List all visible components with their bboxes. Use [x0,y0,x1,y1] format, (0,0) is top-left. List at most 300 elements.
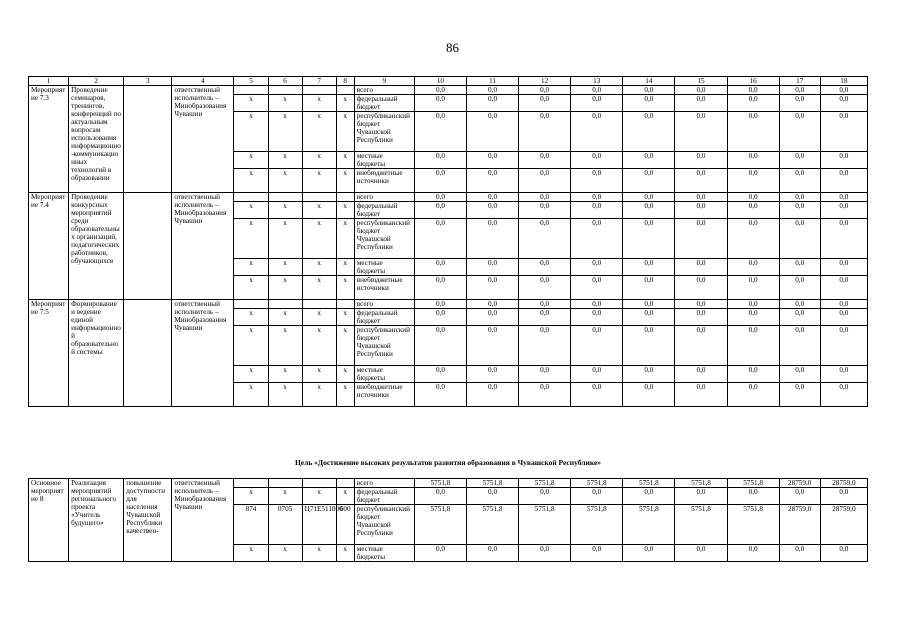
value-cell: 0,0 [519,309,571,326]
value-cell: 5751,8 [414,505,466,545]
value-cell: 0,0 [571,259,623,276]
value-cell: 0,0 [571,169,623,193]
value-cell: 0,0 [414,112,466,152]
code-cell [336,86,354,95]
value-cell: 0,0 [414,545,466,562]
value-cell: 0,0 [571,383,623,407]
value-cell: 0,0 [519,326,571,366]
value-cell: 0,0 [623,202,675,219]
value-cell: 5751,8 [466,479,518,488]
value-cell: 0,0 [571,193,623,202]
code-cell: x [268,276,302,300]
value-cell: 0,0 [414,169,466,193]
measure-code: Мероприятие 7.5 [29,300,69,407]
value-cell: 0,0 [623,309,675,326]
value-cell: 0,0 [571,300,623,309]
value-cell: 0,0 [623,383,675,407]
goal-heading: Цель «Достижение высоких результатов развития образования в Чувашской Республике» [294,458,602,467]
funding-source: всего [354,300,414,309]
value-cell: 0,0 [675,300,727,309]
value-cell: 0,0 [820,219,867,259]
target-indicator [124,193,172,300]
code-cell [336,300,354,309]
measure-code: Мероприятие 7.4 [29,193,69,300]
code-cell: x [268,326,302,366]
code-cell: x [336,309,354,326]
value-cell: 0,0 [571,86,623,95]
code-cell: x [336,545,354,562]
code-cell: x [302,112,336,152]
value-cell: 0,0 [519,276,571,300]
funding-source: федеральный бюджет [354,202,414,219]
participant: ответственный исполнитель – Минобразования Чувашии [172,300,234,407]
value-cell: 0,0 [820,86,867,95]
code-cell: x [302,95,336,112]
target-indicator: повышение доступности для населения Чувашской Республики качествен- [124,479,172,562]
value-cell: 0,0 [727,383,779,407]
column-header: 11 [466,77,518,86]
value-cell: 0,0 [675,545,727,562]
main-event-name: Реализация мероприятий регионального проекта «Учитель будущего» [69,479,124,562]
value-cell: 0,0 [820,202,867,219]
measure-name: Проведение семинаров, тренингов, конференций по актуальным вопросам использования информационно-коммуникационных технологий в образовании [69,86,124,193]
main-event-table [28,478,868,562]
value-cell: 0,0 [466,95,518,112]
funding-source: федеральный бюджет [354,488,414,505]
value-cell: 28759,0 [779,505,820,545]
code-cell: x [336,366,354,383]
code-cell: 0705 [268,505,302,545]
value-cell: 5751,8 [466,505,518,545]
value-cell: 0,0 [466,86,518,95]
code-cell: x [336,152,354,169]
code-cell [336,479,354,488]
value-cell: 0,0 [623,112,675,152]
value-cell: 0,0 [779,383,820,407]
value-cell: 0,0 [675,112,727,152]
measures-table [28,76,868,407]
code-cell: x [234,95,268,112]
code-cell: x [336,95,354,112]
funding-source: всего [354,479,414,488]
value-cell: 0,0 [675,276,727,300]
value-cell: 0,0 [820,300,867,309]
code-cell: x [336,219,354,259]
value-cell: 0,0 [623,152,675,169]
code-cell: x [302,488,336,505]
value-cell: 0,0 [779,326,820,366]
column-header: 9 [354,77,414,86]
code-cell [234,479,268,488]
value-cell: 0,0 [779,95,820,112]
value-cell: 0,0 [571,276,623,300]
value-cell: 0,0 [675,169,727,193]
value-cell: 0,0 [414,259,466,276]
value-cell: 0,0 [675,86,727,95]
value-cell: 0,0 [727,193,779,202]
value-cell: 0,0 [466,488,518,505]
value-cell: 0,0 [519,383,571,407]
funding-source: всего [354,193,414,202]
column-header: 16 [727,77,779,86]
code-cell: x [268,259,302,276]
code-cell: x [234,276,268,300]
value-cell: 28759,0 [820,505,867,545]
value-cell: 0,0 [820,193,867,202]
value-cell: 0,0 [779,300,820,309]
value-cell: 0,0 [519,259,571,276]
value-cell: 0,0 [779,112,820,152]
value-cell: 0,0 [466,326,518,366]
value-cell: 0,0 [414,383,466,407]
value-cell: 0,0 [727,86,779,95]
value-cell: 0,0 [779,86,820,95]
value-cell: 0,0 [414,366,466,383]
value-cell: 0,0 [779,193,820,202]
code-cell: x [268,202,302,219]
value-cell: 0,0 [675,383,727,407]
value-cell: 0,0 [675,366,727,383]
value-cell: 0,0 [820,488,867,505]
code-cell: x [234,202,268,219]
code-cell: x [336,169,354,193]
value-cell: 0,0 [727,169,779,193]
code-cell: x [302,276,336,300]
value-cell: 0,0 [571,366,623,383]
code-cell [302,86,336,95]
value-cell: 0,0 [466,202,518,219]
funding-source: внебюджетные источники [354,169,414,193]
participant: ответственный исполнитель – Минобразования Чувашии [172,86,234,193]
code-cell: x [268,169,302,193]
column-header: 15 [675,77,727,86]
code-cell: 874 [234,505,268,545]
value-cell: 0,0 [466,309,518,326]
value-cell: 0,0 [571,545,623,562]
value-cell: 0,0 [820,152,867,169]
table-row [29,193,868,202]
table-row [29,479,868,488]
code-cell: x [268,95,302,112]
funding-source: республиканский бюджет Чувашской Республики [354,219,414,259]
value-cell: 0,0 [623,276,675,300]
code-cell: x [268,309,302,326]
value-cell: 0,0 [414,219,466,259]
value-cell: 0,0 [675,488,727,505]
value-cell: 0,0 [779,545,820,562]
code-cell: x [234,383,268,407]
value-cell: 0,0 [779,366,820,383]
value-cell: 5751,8 [571,505,623,545]
value-cell: 0,0 [623,545,675,562]
value-cell: 0,0 [466,219,518,259]
header-row [29,77,868,86]
value-cell: 0,0 [820,259,867,276]
value-cell: 5751,8 [727,479,779,488]
funding-source: республиканский бюджет Чувашской Республики [354,112,414,152]
code-cell [268,86,302,95]
code-cell: x [234,169,268,193]
code-cell: x [234,326,268,366]
table-row [29,86,868,95]
code-cell: x [234,309,268,326]
column-header: 1 [29,77,69,86]
code-cell [302,300,336,309]
code-cell: x [268,366,302,383]
value-cell: 0,0 [727,488,779,505]
value-cell: 0,0 [779,219,820,259]
value-cell: 0,0 [727,202,779,219]
value-cell: 0,0 [623,326,675,366]
code-cell: x [234,366,268,383]
code-cell: x [302,202,336,219]
value-cell: 0,0 [519,545,571,562]
target-indicator [124,300,172,407]
value-cell: 0,0 [414,86,466,95]
value-cell: 0,0 [519,95,571,112]
value-cell: 0,0 [571,219,623,259]
column-header: 5 [234,77,268,86]
code-cell: x [302,545,336,562]
funding-source: внебюджетные источники [354,276,414,300]
code-cell: x [234,112,268,152]
value-cell: 0,0 [519,366,571,383]
value-cell: 0,0 [414,326,466,366]
value-cell: 5751,8 [414,479,466,488]
value-cell: 0,0 [675,259,727,276]
code-cell: x [234,545,268,562]
funding-source: всего [354,86,414,95]
value-cell: 5751,8 [571,479,623,488]
value-cell: 0,0 [779,202,820,219]
code-cell [302,479,336,488]
value-cell: 0,0 [675,202,727,219]
value-cell: 0,0 [414,202,466,219]
main-event-code: Основное мероприятие 8 [29,479,69,562]
value-cell: 0,0 [779,309,820,326]
funding-source: федеральный бюджет [354,95,414,112]
value-cell: 0,0 [727,95,779,112]
value-cell: 0,0 [466,383,518,407]
value-cell: 0,0 [466,169,518,193]
code-cell: x [336,326,354,366]
value-cell: 0,0 [571,309,623,326]
code-cell [336,193,354,202]
participant: ответственный исполнитель – Минобразования Чувашии [172,479,234,562]
value-cell: 0,0 [623,488,675,505]
code-cell: x [268,152,302,169]
code-cell: 600 [336,505,354,545]
value-cell: 0,0 [466,276,518,300]
value-cell: 0,0 [519,219,571,259]
value-cell: 5751,8 [727,505,779,545]
value-cell: 0,0 [414,95,466,112]
code-cell: x [268,488,302,505]
value-cell: 0,0 [571,202,623,219]
code-cell: x [336,383,354,407]
code-cell [268,479,302,488]
code-cell: x [234,488,268,505]
value-cell: 0,0 [623,300,675,309]
value-cell: 0,0 [519,112,571,152]
column-header: 10 [414,77,466,86]
value-cell: 0,0 [675,219,727,259]
code-cell [268,300,302,309]
value-cell: 0,0 [414,193,466,202]
value-cell: 0,0 [820,366,867,383]
value-cell: 0,0 [466,545,518,562]
value-cell: 0,0 [820,95,867,112]
value-cell: 0,0 [414,488,466,505]
value-cell: 0,0 [623,86,675,95]
value-cell: 0,0 [623,219,675,259]
value-cell: 0,0 [675,309,727,326]
value-cell: 0,0 [820,326,867,366]
column-header: 2 [69,77,124,86]
value-cell: 28759,0 [820,479,867,488]
value-cell: 5751,8 [623,505,675,545]
funding-source: республиканский бюджет Чувашской Республики [354,505,414,545]
value-cell: 0,0 [779,169,820,193]
value-cell: 0,0 [571,152,623,169]
measure-name: Проведение конкурсных мероприятий среди образовательных организаций, педагогических работников, обучающихся [69,193,124,300]
column-header: 18 [820,77,867,86]
value-cell: 0,0 [727,219,779,259]
code-cell [268,193,302,202]
value-cell: 0,0 [466,366,518,383]
code-cell [234,300,268,309]
value-cell: 5751,8 [519,505,571,545]
code-cell: x [302,169,336,193]
code-cell: x [268,383,302,407]
value-cell: 0,0 [727,112,779,152]
funding-source: республиканский бюджет Чувашской Республики [354,326,414,366]
funding-source: местные бюджеты [354,152,414,169]
value-cell: 0,0 [414,309,466,326]
target-indicator [124,86,172,193]
value-cell: 0,0 [571,488,623,505]
code-cell: x [302,383,336,407]
value-cell: 0,0 [675,326,727,366]
value-cell: 0,0 [414,152,466,169]
value-cell: 0,0 [623,193,675,202]
value-cell: 0,0 [519,488,571,505]
value-cell: 0,0 [779,276,820,300]
code-cell: x [234,152,268,169]
code-cell: x [336,276,354,300]
value-cell: 0,0 [820,169,867,193]
table-row [29,300,868,309]
code-cell [302,193,336,202]
value-cell: 0,0 [519,202,571,219]
value-cell: 0,0 [727,276,779,300]
code-cell: x [336,259,354,276]
value-cell: 0,0 [779,259,820,276]
participant: ответственный исполнитель – Минобразования Чувашии [172,193,234,300]
column-header: 14 [623,77,675,86]
value-cell: 0,0 [571,112,623,152]
code-cell: x [234,219,268,259]
value-cell: 0,0 [820,276,867,300]
value-cell: 0,0 [623,95,675,112]
code-cell: x [302,259,336,276]
code-cell: x [268,219,302,259]
value-cell: 0,0 [727,326,779,366]
value-cell: 0,0 [675,193,727,202]
value-cell: 0,0 [466,193,518,202]
funding-source: внебюджетные источники [354,383,414,407]
column-header: 4 [172,77,234,86]
code-cell: x [336,488,354,505]
value-cell: 5751,8 [623,479,675,488]
value-cell: 0,0 [519,193,571,202]
column-header: 6 [268,77,302,86]
code-cell: x [302,309,336,326]
value-cell: 0,0 [623,259,675,276]
value-cell: 5751,8 [519,479,571,488]
column-header: 17 [779,77,820,86]
value-cell: 0,0 [623,169,675,193]
column-header: 3 [124,77,172,86]
code-cell: x [336,202,354,219]
value-cell: 0,0 [466,259,518,276]
column-header: 12 [519,77,571,86]
value-cell: 0,0 [519,300,571,309]
page-number: 86 [446,40,459,55]
funding-source: федеральный бюджет [354,309,414,326]
code-cell [234,86,268,95]
code-cell: x [234,259,268,276]
value-cell: 0,0 [675,95,727,112]
funding-source: местные бюджеты [354,259,414,276]
value-cell: 0,0 [414,300,466,309]
column-header: 7 [302,77,336,86]
value-cell: 0,0 [820,545,867,562]
value-cell: 0,0 [466,112,518,152]
value-cell: 0,0 [820,383,867,407]
value-cell: 0,0 [779,488,820,505]
value-cell: 0,0 [623,366,675,383]
code-cell: Ц71Е511800 [302,505,336,545]
value-cell: 0,0 [466,300,518,309]
funding-source: местные бюджеты [354,545,414,562]
value-cell: 0,0 [727,366,779,383]
value-cell: 0,0 [571,95,623,112]
value-cell: 5751,8 [675,479,727,488]
measure-name: Формирование и ведение единой информационной образовательной системы [69,300,124,407]
value-cell: 0,0 [571,326,623,366]
value-cell: 28759,0 [779,479,820,488]
code-cell: x [302,326,336,366]
value-cell: 0,0 [820,112,867,152]
code-cell: x [336,112,354,152]
value-cell: 0,0 [466,152,518,169]
value-cell: 0,0 [727,152,779,169]
value-cell: 0,0 [414,276,466,300]
value-cell: 0,0 [675,152,727,169]
code-cell [234,193,268,202]
value-cell: 0,0 [519,152,571,169]
value-cell: 0,0 [519,86,571,95]
column-header: 13 [571,77,623,86]
funding-source: местные бюджеты [354,366,414,383]
column-header: 8 [336,77,354,86]
code-cell: x [302,152,336,169]
value-cell: 0,0 [779,152,820,169]
value-cell: 0,0 [727,259,779,276]
measure-code: Мероприятие 7.3 [29,86,69,193]
code-cell: x [268,545,302,562]
